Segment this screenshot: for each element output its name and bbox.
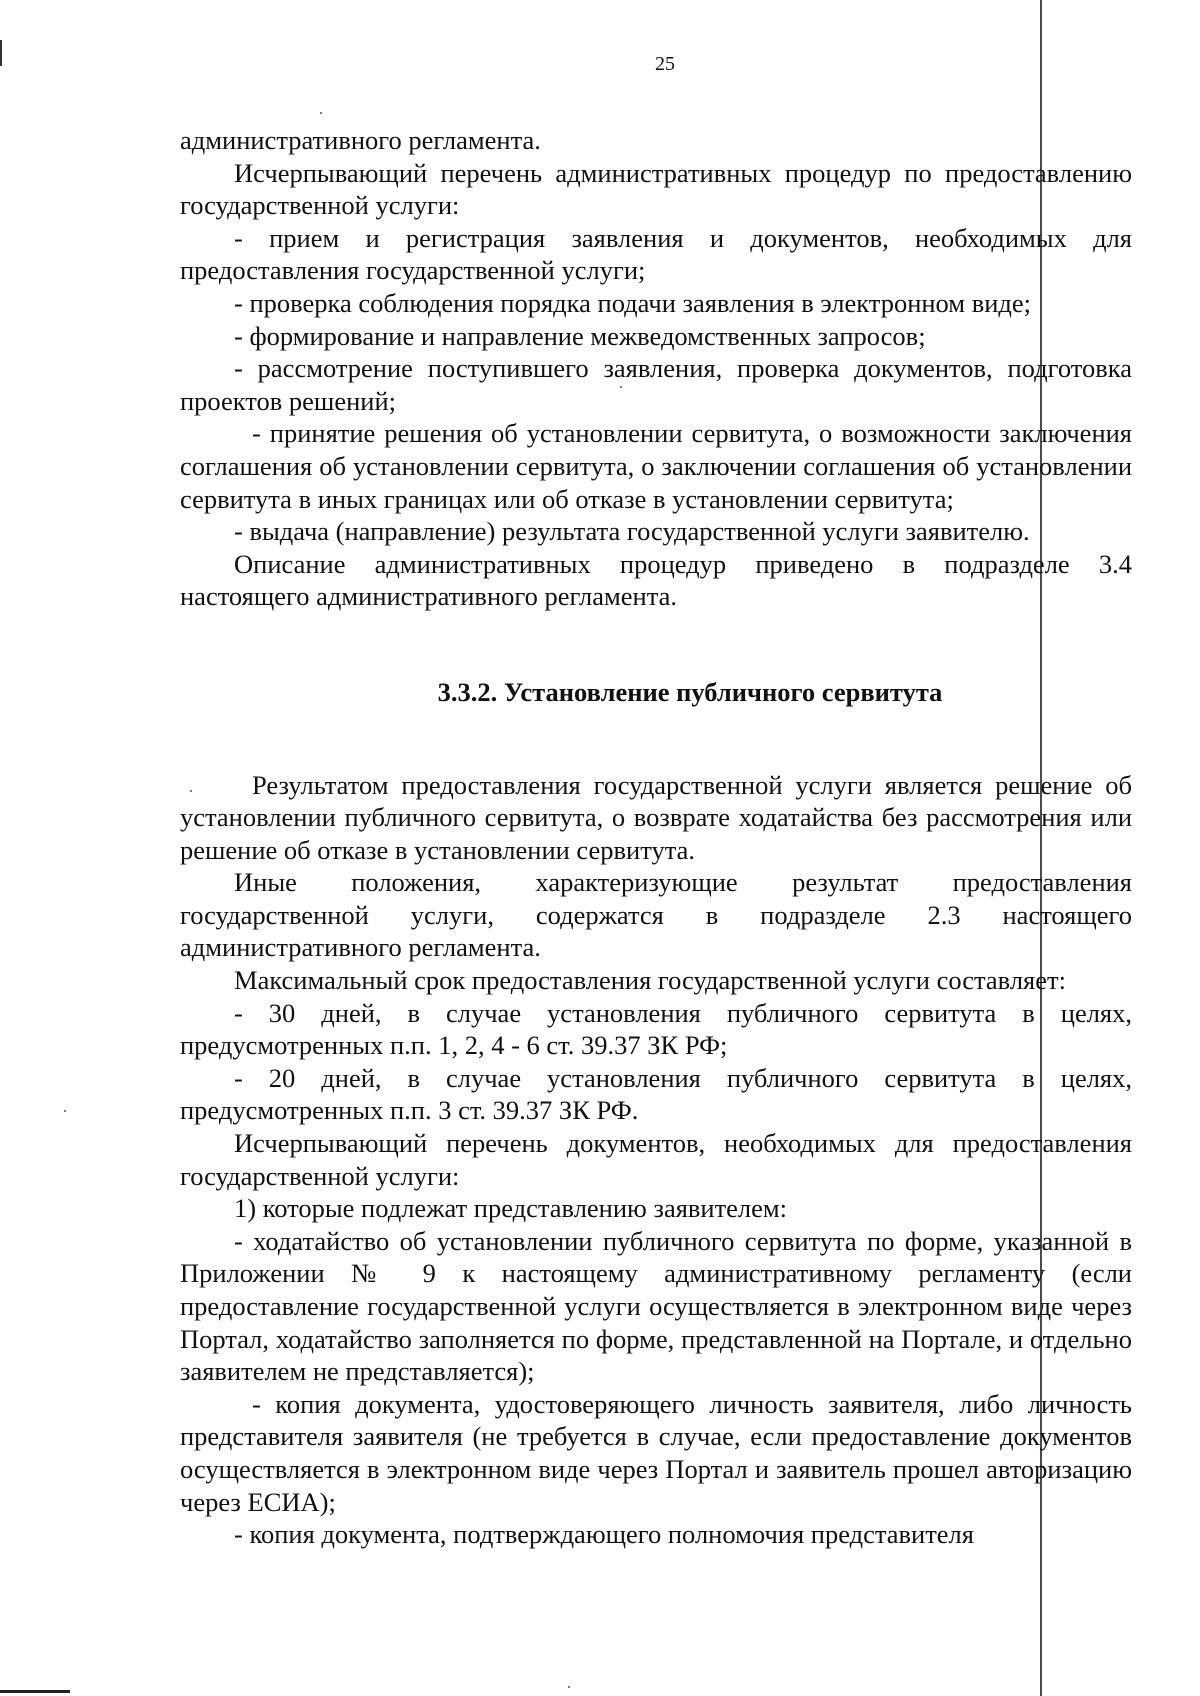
scan-speck xyxy=(320,112,322,114)
bottom-text-block xyxy=(180,769,1132,1551)
paragraph: Результатом предоставления государственной услуги является решение об установлении публичного сервитута, о возврате ходатайства без рассмотрения или решение об отказе в установлении сервитута. xyxy=(180,769,1132,865)
paragraph: - прием и регистрация заявления и документов, необходимых для предоставления государственной услуги; xyxy=(180,222,1132,286)
paragraph: - формирование и направление межведомственных запросов; xyxy=(234,320,926,351)
paragraph: Описание административных процедур приведено в подразделе 3.4 настоящего административного регламента. xyxy=(180,548,1132,612)
paragraph: - выдача (направление) результата государственной услуги заявителю. xyxy=(234,516,1030,547)
paragraph: - копия документа, удостоверяющего личность заявителя, либо личность представителя заявителя (не требуется в случае, если предоставление документов осуществляется в электронном виде через Портал и заявитель прошел авторизацию через ЕСИА); xyxy=(180,1388,1132,1517)
document-body xyxy=(180,124,1132,1551)
paragraph: - рассмотрение поступившего заявления, проверка документов, подготовка проектов решений; xyxy=(180,353,1132,416)
paragraph: 1) которые подлежат представлению заявителем: xyxy=(234,1193,788,1224)
paragraph: - 20 дней, в случае установления публичного сервитута в целях, предусмотренных п.п. 3 ст. 39.37 ЗК РФ. xyxy=(180,1062,1132,1126)
paragraph: Максимальный срок предоставления государственной услуги составляет: xyxy=(234,965,1066,996)
paragraph: - 30 дней, в случае установления публичного сервитута в целях, предусмотренных п.п. 1, 2, 4 - 6 ст. 39.37 ЗК РФ; xyxy=(180,997,1132,1061)
paragraph: Иные положения, характеризующие результат предоставления государственной услуги, содержатся в подразделе 2.3 настоящего административного регламента. xyxy=(180,867,1132,963)
section-heading: 3.3.2. Установление публичного сервитута xyxy=(437,676,943,707)
scan-speck xyxy=(568,1686,570,1688)
scan-speck xyxy=(64,1110,66,1112)
paragraph: административного регламента. xyxy=(180,125,541,155)
page-number: 25 xyxy=(655,53,675,75)
scan-bottom-mark xyxy=(0,1690,70,1693)
paragraph: Исчерпывающий перечень административных процедур по предоставлению государственной услуги: xyxy=(180,157,1132,221)
paragraph: - принятие решения об установлении сервитута, о возможности заключения соглашения об установлении сервитута, о заключении соглашения об установлении сервитута в иных границах или об отказе в установлении сервитута; xyxy=(180,418,1132,514)
paragraph: Исчерпывающий перечень документов, необходимых для предоставления государственной услуги: xyxy=(180,1128,1132,1191)
top-text-block xyxy=(180,124,1132,613)
paragraph: - проверка соблюдения порядка подачи заявления в электронном виде; xyxy=(234,287,1031,318)
paragraph: - копия документа, подтверждающего полномочия представителя xyxy=(234,1519,974,1550)
paragraph: - ходатайство об установлении публичного сервитута по форме, указанной в Приложении № 9 к настоящему административному регламенту (если предоставление государственной услуги осуществляется в электронном виде через Портал, ходатайство заполняется по форме, представленной на Портале, и отдельно заявителем не представляется); xyxy=(180,1225,1132,1387)
